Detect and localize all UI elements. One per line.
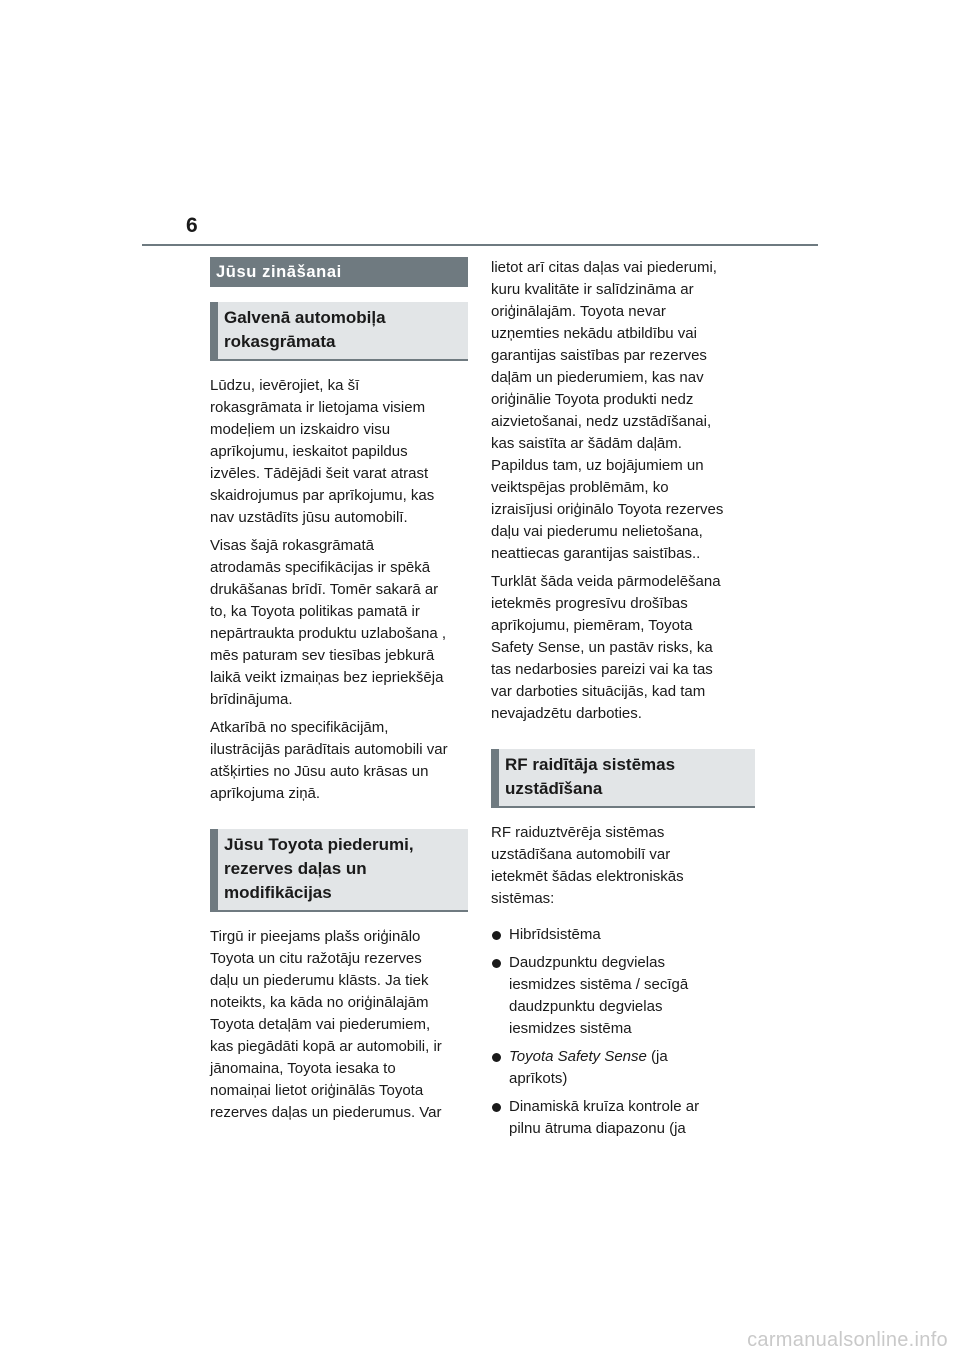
paragraph: Lūdzu, ievērojiet, ka šī rokasgrāmata ir lietojama visiem modeļiem un izskaidro visu aprīkojumu, ieskaitot papildus izvēles. Tādējādi šeit varat atrast skaidrojumus par aprīkojumu, kas nav uzstādīts jūsu automobilī. — [210, 377, 435, 526]
subheading-main-manual — [210, 302, 468, 361]
bullet-icon — [492, 931, 501, 940]
subheading-line: uzstādīšana — [505, 779, 603, 798]
paragraph: Tirgū ir pieejams plašs oriģinālo Toyota un citu ražotāju rezerves daļu un piederumu klāsts. Ja tiek noteikts, ka kāda no oriģinālajām Toyota detaļām vai piederumiem, kas piegādāti kopā ar automobili, ir jānomaina, Toyota iesaka to nomaiņai lietot oriģinālās Toyota rezerves daļas un piederumus. Var — [210, 928, 442, 1121]
header-rule — [142, 244, 818, 246]
bullet-list — [491, 924, 749, 1140]
subheading-line: rezerves daļas un — [224, 859, 367, 878]
list-item: Dinamiskā kruīza kontrole ar pilnu ātruma diapazonu (ja — [491, 1096, 749, 1140]
section-title: Jūsu zināšanai — [210, 257, 468, 287]
subheading-line: RF raidītāja sistēmas — [505, 755, 676, 774]
right-column — [491, 257, 749, 1146]
page-number: 6 — [186, 214, 198, 237]
paragraph: Visas šajā rokasgrāmatā atrodamās specifikācijas ir spēkā drukāšanas brīdī. Tomēr sakarā ar to, ka Toyota politikas pamatā ir nepārtraukta produktu uzlabošana , mēs paturam sev tiesības jebkurā laikā veikt izmaiņas bez iepriekšēja brīdinājuma. — [210, 537, 446, 708]
subheading-line: rokasgrāmata — [224, 332, 336, 351]
subheading-line: Jūsu Toyota piederumi, — [224, 835, 414, 854]
list-item: Daudzpunktu degvielas iesmidzes sistēma / secīgā daudzpunktu degvielas iesmidzes sistēma — [491, 952, 749, 1040]
paragraph: Turklāt šāda veida pārmodelēšana ietekmēs progresīvu drošības aprīkojumu, piemēram, Toyota Safety Sense, un pastāv risks, ka tas nedarbosies pareizi vai ka tas var darboties situācijās, kad tam nevajadzētu darboties. — [491, 573, 721, 722]
watermark: carmanualsonline.info — [747, 1329, 948, 1351]
bullet-icon — [492, 1053, 501, 1062]
subheading-accessories — [210, 829, 468, 912]
bullet-icon — [492, 959, 501, 968]
paragraph: RF raiduztvērēja sistēmas uzstādīšana automobilī var ietekmēt šādas elektroniskās sistēmas: — [491, 824, 684, 907]
bullet-icon — [492, 1103, 501, 1112]
subheading-line: Galvenā automobiļa — [224, 308, 386, 327]
paragraph: lietot arī citas daļas vai piederumi, kuru kvalitāte ir salīdzināma ar oriģinālajām. Toyota nevar uzņemties nekādu atbildību vai garantijas saistības par rezerves daļām un piederumiem, kas nav oriģinālie Toyota produkti nedz aizvietošanai, nedz uzstādīšanai, kas saistīta ar šādām daļām. Papildus tam, uz bojājumiem un veiktspējas problēmām, ko izraisījusi oriģinālo Toyota rezerves daļu vai piederumu nelietošana, neattiecas garantijas saistības.. — [491, 259, 724, 562]
list-item: Toyota Safety Sense (ja aprīkots) — [491, 1046, 749, 1090]
left-column — [210, 257, 468, 1124]
paragraph: Atkarībā no specifikācijām, ilustrācijās parādītais automobili var atšķirties no Jūsu auto krāsas un aprīkojuma ziņā. — [210, 719, 448, 802]
subheading-rf-transmitter — [491, 749, 755, 808]
list-item: Hibrīdsistēma — [491, 924, 749, 946]
subheading-line: modifikācijas — [224, 883, 332, 902]
